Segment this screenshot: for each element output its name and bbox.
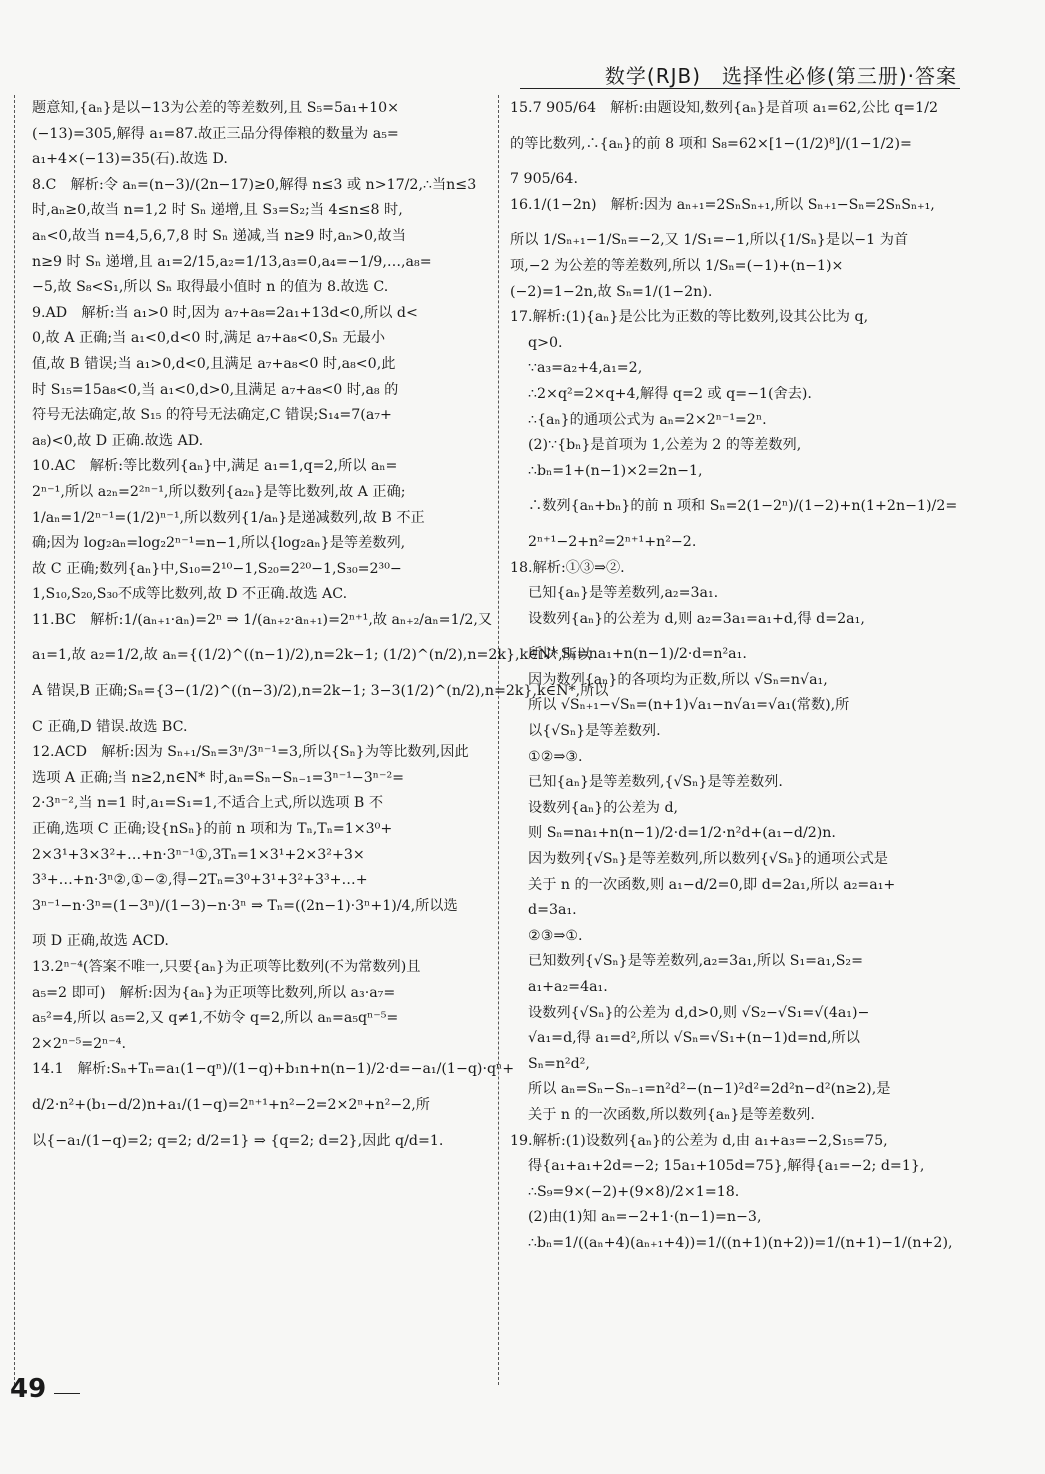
text-line: 14.1 解析:Sₙ+Tₙ=a₁(1−qⁿ)/(1−q)+b₁n+n(n−1)/2·d=−a₁/(1−q)·qⁿ+: [32, 1061, 515, 1078]
text-line: d/2·n²+(b₁−d/2)n+a₁/(1−q)=2ⁿ⁺¹+n²−2=2×2ⁿ+n²−2,所: [32, 1096, 430, 1113]
text-line: 项,−2 为公差的等差数列,所以 1/Sₙ=(−1)+(n−1)×: [510, 257, 844, 274]
text-line: 2·3ⁿ⁻²,当 n=1 时,a₁=S₁=1,不适合上式,所以选项 B 不: [32, 795, 384, 812]
text-line: d=3a₁.: [528, 902, 577, 919]
text-line: (−13)=305,解得 a₁=87.故正三品分得俸粮的数量为 a₅=: [32, 125, 399, 142]
text-line: 值,故 B 错误;当 a₁>0,d<0,且满足 a₇+a₈<0 时,a₈<0,此: [32, 355, 396, 372]
text-line: −5,故 S₈<S₁,所以 Sₙ 取得最小值时 n 的值为 8.故选 C.: [32, 279, 389, 296]
text-line: 16.1/(1−2n) 解析:因为 aₙ₊₁=2SₙSₙ₊₁,所以 Sₙ₊₁−Sₙ=2SₙSₙ₊₁,: [510, 196, 935, 213]
text-line: 12.ACD 解析:因为 Sₙ₊₁/Sₙ=3ⁿ/3ⁿ⁻¹=3,所以{Sₙ}为等比数列,因此: [32, 744, 469, 761]
text-line: a₈)<0,故 D 正确.故选 AD.: [32, 432, 204, 449]
text-line: ∴{aₙ}的通项公式为 aₙ=2×2ⁿ⁻¹=2ⁿ.: [528, 411, 767, 428]
text-line: n≥9 时 Sₙ 递增,且 a₁=2/15,a₂=1/13,a₃=0,a₄=−1/9,…,a₈=: [32, 253, 432, 270]
text-line: a₁=1,故 a₂=1/2,故 aₙ={(1/2)^((n−1)/2),n=2k−1; (1/2)^(n/2),n=2k},k∈N*,所以: [32, 647, 591, 664]
spacer: [32, 669, 484, 679]
text-line: 所以 Sₙ=na₁+n(n−1)/2·d=n²a₁.: [528, 646, 747, 663]
text-line: A 错误,B 正确;Sₙ={3−(1/2)^((n−3)/2),n=2k−1; 3−3(1/2)^(n/2),n=2k},k∈N*,所以: [32, 683, 609, 700]
text-line: (2)∵{bₙ}是首项为 1,公差为 2 的等差数列,: [528, 437, 802, 454]
text-line: 已知{aₙ}是等差数列,{√Sₙ}是等差数列.: [528, 774, 783, 791]
text-line: 已知{aₙ}是等差数列,a₂=3a₁.: [528, 585, 719, 602]
column-divider: [498, 95, 499, 1385]
text-line: 9.AD 解析:当 a₁>0 时,因为 a₇+a₈=2a₁+13d<0,所以 d<: [32, 304, 418, 321]
text-line: 正确,选项 C 正确;设{nSₙ}的前 n 项和为 Tₙ,Tₙ=1×3⁰+: [32, 821, 393, 838]
header-rule: [520, 88, 960, 89]
text-line: 2×2ⁿ⁻⁵=2ⁿ⁻⁴.: [32, 1035, 126, 1052]
text-line: 则 Sₙ=na₁+n(n−1)/2·d=1/2·n²d+(a₁−d/2)n.: [528, 825, 836, 842]
text-line: ②③⇒①.: [528, 927, 583, 944]
spacer: [510, 122, 962, 132]
text-line: 设数列{√Sₙ}的公差为 d,d>0,则 √S₂−√S₁=√(4a₁)−: [528, 1004, 870, 1021]
page-number-dash: [54, 1393, 80, 1394]
text-line: a₅²=4,所以 a₅=2,又 q≠1,不妨令 q=2,所以 aₙ=a₅qⁿ⁻⁵=: [32, 1010, 399, 1027]
spacer: [510, 520, 962, 530]
text-line: ∴bₙ=1/((aₙ+4)(aₙ₊₁+4))=1/((n+1)(n+2))=1/(n+1)−1/(n+2),: [528, 1234, 953, 1251]
text-line: 10.AC 解析:等比数列{aₙ}中,满足 a₁=1,q=2,所以 aₙ=: [32, 458, 398, 475]
spacer: [510, 218, 962, 228]
text-line: 1,S₁₀,S₂₀,S₃₀不成等比数列,故 D 不正确.故选 AC.: [32, 586, 348, 603]
text-line: 因为数列{√Sₙ}是等差数列,所以数列{√Sₙ}的通项公式是: [528, 851, 888, 868]
text-line: 时,aₙ≥0,故当 n=1,2 时 Sₙ 递增,且 S₃=S₂;当 4≤n≤8 时,: [32, 202, 403, 219]
text-line: 项 D 正确,故选 ACD.: [32, 933, 169, 950]
text-line: q>0.: [528, 334, 563, 351]
text-line: 时 S₁₅=15a₈<0,当 a₁<0,d>0,且满足 a₇+a₈<0 时,a₈ 的: [32, 381, 399, 398]
text-line: 故 C 正确;数列{aₙ}中,S₁₀=2¹⁰−1,S₂₀=2²⁰−1,S₃₀=2³⁰−: [32, 560, 402, 577]
text-line: 18.解析:①③⇒②.: [510, 559, 625, 576]
spacer: [32, 705, 484, 715]
text-line: Sₙ=n²d²,: [528, 1055, 590, 1072]
text-line: 确;因为 log₂aₙ=log₂2ⁿ⁻¹=n−1,所以{log₂aₙ}是等差数列,: [32, 535, 406, 552]
text-line: ∴bₙ=1+(n−1)×2=2n−1,: [528, 462, 703, 479]
text-line: 3ⁿ⁻¹−n·3ⁿ=(1−3ⁿ)/(1−3)−n·3ⁿ ⇒ Tₙ=((2n−1)·3ⁿ+1)/4,所以选: [32, 897, 458, 914]
text-line: 以{√Sₙ}是等差数列.: [528, 723, 661, 740]
page-number: 49: [10, 1374, 47, 1404]
text-line: ∴S₉=9×(−2)+(9×8)/2×1=18.: [528, 1183, 740, 1200]
text-line: 选项 A 正确;当 n≥2,n∈N* 时,aₙ=Sₙ−Sₙ₋₁=3ⁿ⁻¹−3ⁿ⁻²=: [32, 769, 405, 786]
spacer: [32, 1119, 484, 1129]
text-line: 已知数列{√Sₙ}是等差数列,a₂=3a₁,所以 S₁=a₁,S₂=: [528, 953, 863, 970]
text-line: ∴数列{aₙ+bₙ}的前 n 项和 Sₙ=2(1−2ⁿ)/(1−2)+n(1+2n−1)/2=: [528, 498, 958, 515]
text-line: 2ⁿ⁻¹,所以 a₂ₙ=2²ⁿ⁻¹,所以数列{a₂ₙ}是等比数列,故 A 正确;: [32, 483, 406, 500]
text-line: 关于 n 的一次函数,则 a₁−d/2=0,即 d=2a₁,所以 a₂=a₁+: [528, 876, 896, 893]
text-line: C 正确,D 错误.故选 BC.: [32, 718, 188, 735]
text-line: 设数列{aₙ}的公差为 d,: [528, 799, 679, 816]
text-line: 3³+…+n·3ⁿ②,①−②,得−2Tₙ=3⁰+3¹+3²+3³+…+: [32, 872, 368, 889]
text-line: 19.解析:(1)设数列{aₙ}的公差为 d,由 a₁+a₃=−2,S₁₅=75,: [510, 1132, 888, 1149]
text-line: 因为数列{aₙ}的各项均为正数,所以 √Sₙ=n√a₁,: [528, 671, 828, 688]
text-line: aₙ<0,故当 n=4,5,6,7,8 时 Sₙ 递减,当 n≥9 时,aₙ>0,故当: [32, 227, 406, 244]
spacer: [32, 633, 484, 643]
text-line: 0,故 A 正确;当 a₁<0,d<0 时,满足 a₇+a₈<0,Sₙ 无最小: [32, 330, 386, 347]
text-line: 所以 aₙ=Sₙ−Sₙ₋₁=n²d²−(n−1)²d²=2d²n−d²(n≥2),是: [528, 1081, 891, 1098]
text-line: √a₁=d,得 a₁=d²,所以 √Sₙ=√S₁+(n−1)d=nd,所以: [528, 1030, 860, 1047]
text-line: 设数列{aₙ}的公差为 d,则 a₂=3a₁=a₁+d,得 d=2a₁,: [528, 610, 865, 627]
text-line: (−2)=1−2n,故 Sₙ=1/(1−2n).: [510, 283, 713, 300]
text-line: ①②⇒③.: [528, 748, 583, 765]
text-line: 11.BC 解析:1/(aₙ₊₁·aₙ)=2ⁿ ⇒ 1/(aₙ₊₂·aₙ₊₁)=2ⁿ⁺¹,故 aₙ₊₂/aₙ=1/2,又: [32, 611, 493, 628]
text-line: 8.C 解析:令 aₙ=(n−3)/(2n−17)≥0,解得 n≤3 或 n>17/2,∴当n≤3: [32, 176, 477, 193]
text-line: 15.7 905/64 解析:由题设知,数列{aₙ}是首项 a₁=62,公比 q=1/2: [510, 100, 938, 116]
text-line: ∴2×q²=2×q+4,解得 q=2 或 q=−1(舍去).: [528, 385, 812, 402]
running-header: 数学(RJB) 选择性必修(第三册)·答案: [604, 64, 957, 88]
text-line: (2)由(1)知 aₙ=−2+1·(n−1)=n−3,: [528, 1209, 762, 1226]
spacer: [510, 157, 962, 167]
text-line: a₁+4×(−13)=35(石).故选 D.: [32, 151, 228, 168]
text-line: 17.解析:(1){aₙ}是公比为正数的等比数列,设其公比为 q,: [510, 309, 869, 326]
text-line: 关于 n 的一次函数,所以数列{aₙ}是等差数列.: [528, 1106, 815, 1123]
spacer: [32, 1083, 484, 1093]
text-line: 13.2ⁿ⁻⁴(答案不唯一,只要{aₙ}为正项等比数列(不为常数列)且: [32, 959, 421, 975]
text-line: 得{a₁+a₁+2d=−2; 15a₁+105d=75},解得{a₁=−2; d=1},: [528, 1158, 925, 1175]
text-line: 所以 √Sₙ₊₁−√Sₙ=(n+1)√a₁−n√a₁=√a₁(常数),所: [528, 697, 850, 714]
text-line: a₅=2 即可) 解析:因为{aₙ}为正项等比数列,所以 a₃·a₇=: [32, 984, 396, 1001]
text-line: 1/aₙ=1/2ⁿ⁻¹=(1/2)ⁿ⁻¹,所以数列{1/aₙ}是递减数列,故 B 不正: [32, 509, 425, 526]
spacer: [510, 632, 962, 642]
text-line: ∵a₃=a₂+4,a₁=2,: [528, 360, 643, 377]
text-line: 符号无法确定,故 S₁₅ 的符号无法确定,C 错误;S₁₄=7(a₇+: [32, 407, 392, 424]
text-line: 的等比数列,∴{aₙ}的前 8 项和 S₈=62×[1−(1/2)⁸]/(1−1/2)=: [510, 135, 912, 152]
text-line: 7 905/64.: [510, 171, 578, 188]
text-line: a₁+a₂=4a₁.: [528, 979, 608, 995]
spacer: [32, 919, 484, 929]
spacer: [510, 484, 962, 494]
text-line: 2ⁿ⁺¹−2+n²=2ⁿ⁺¹+n²−2.: [528, 533, 697, 550]
text-line: 以{−a₁/(1−q)=2; q=2; d/2=1} ⇒ {q=2; d=2},因此 q/d=1.: [32, 1132, 444, 1149]
text-line: 2×3¹+3×3²+…+n·3ⁿ⁻¹①,3Tₙ=1×3¹+2×3²+3×: [32, 846, 365, 863]
text-line: 题意知,{aₙ}是以−13为公差的等差数列,且 S₅=5a₁+10×: [32, 100, 400, 116]
text-line: 所以 1/Sₙ₊₁−1/Sₙ=−2,又 1/S₁=−1,所以{1/Sₙ}是以−1 为首: [510, 232, 909, 249]
left-margin-strip: [0, 95, 15, 1385]
right-column: [510, 96, 962, 1257]
